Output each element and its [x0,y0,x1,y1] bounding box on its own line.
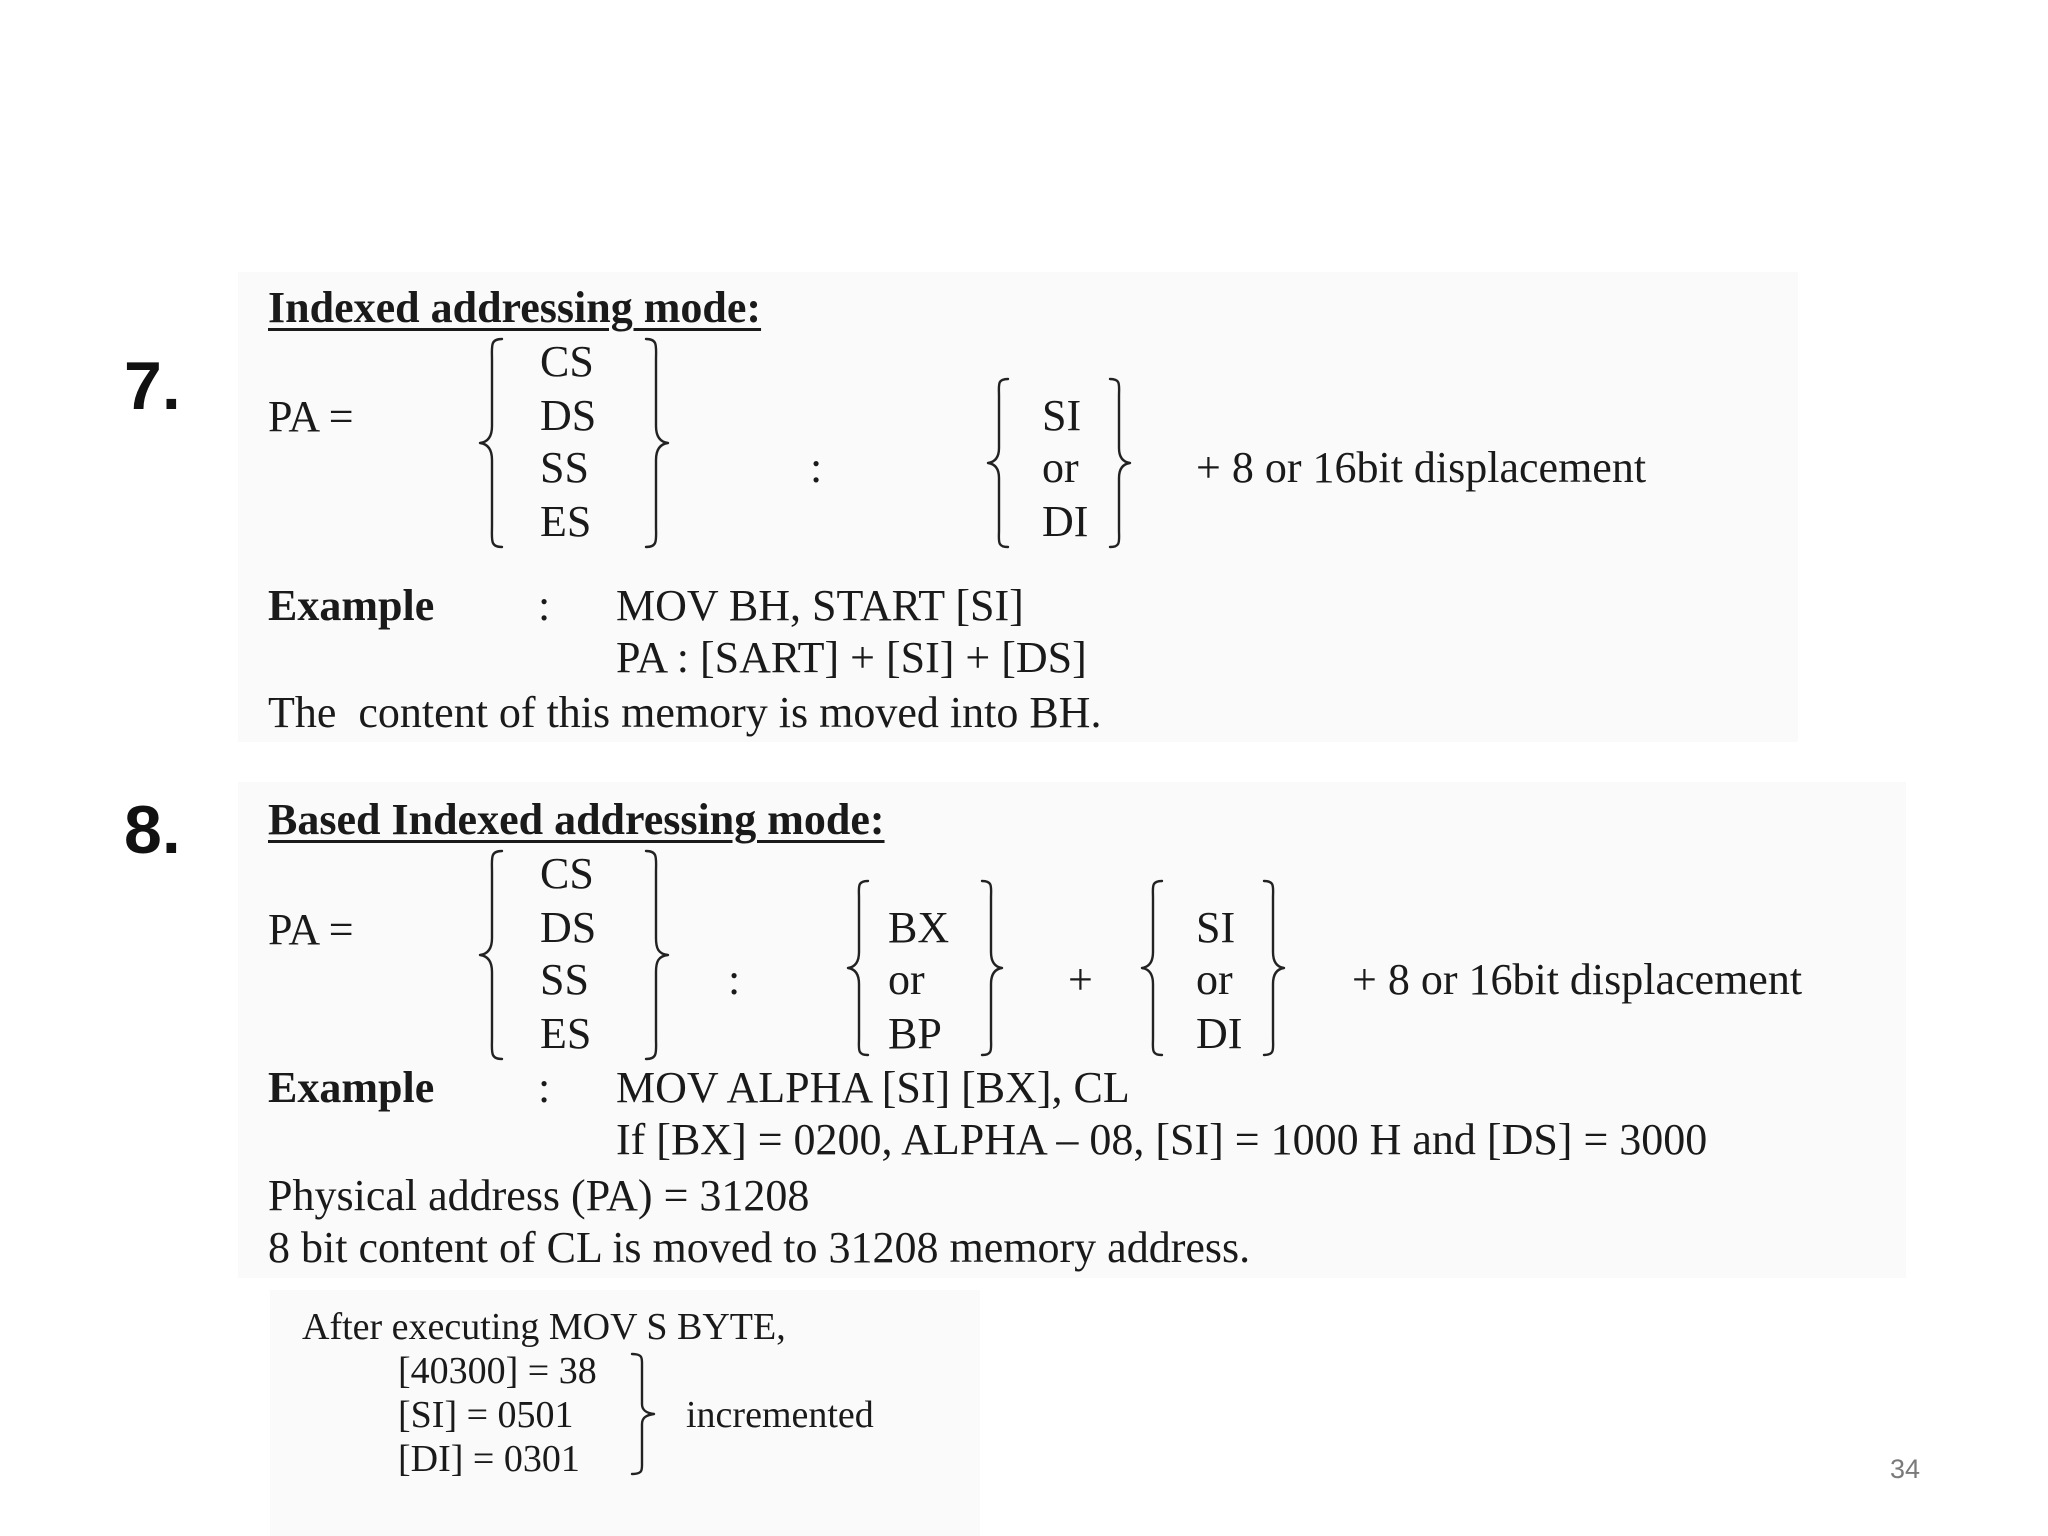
section8-base-or: or [888,955,925,1004]
section8-index-or: or [1196,955,1233,1004]
section8-segment-ss: SS [540,955,589,1004]
section8-base-left-brace [846,880,874,1056]
section8-base-right-brace [980,880,1008,1056]
section7-index-si: SI [1042,391,1082,440]
section8-result-line-2: 8 bit content of CL is moved to 31208 memory address. [268,1223,1251,1272]
section8-base-bx: BX [888,903,950,952]
section8-example-label: Example [268,1063,435,1112]
after-incremented-label: incremented [686,1394,874,1436]
section8-colon: : [728,955,741,1004]
section8-segment-es: ES [540,1009,592,1058]
section8-base-bp: BP [888,1009,942,1058]
section8-segment-left-brace [478,850,508,1060]
section8-result-line-1: Physical address (PA) = 31208 [268,1171,810,1220]
page-number: 34 [1890,1454,1921,1484]
section8-segment-ds: DS [540,903,597,952]
section7-pa-label: PA = [268,392,354,441]
after-line-3: [DI] = 0301 [398,1438,580,1480]
section7-segment-right-brace [644,338,674,548]
section7-index-di: DI [1042,497,1089,546]
section8-index-right-brace [1262,880,1290,1056]
section-number-8: 8. [124,792,181,868]
section7-index-right-brace [1108,378,1136,548]
section8-example-line-2: If [BX] = 0200, ALPHA – 08, [SI] = 1000 H and [DS] = 3000 [616,1115,1708,1164]
section7-index-left-brace [986,378,1014,548]
section7-index-or: or [1042,443,1079,492]
section7-example-colon: : [538,581,551,630]
section8-example-line-1: MOV ALPHA [SI] [BX], CL [616,1063,1130,1112]
section8-pa-label: PA = [268,905,354,954]
section8-example-colon: : [538,1063,551,1112]
section7-segment-left-brace [478,338,508,548]
section7-example-label: Example [268,581,435,630]
section8-index-di: DI [1196,1009,1243,1058]
section8-segment-cs: CS [540,849,594,898]
section8-plus: + [1068,955,1093,1004]
after-right-brace [630,1352,670,1478]
section7-title: Indexed addressing mode: [268,283,762,332]
after-line-2: [SI] = 0501 [398,1394,574,1436]
section8-title: Based Indexed addressing mode: [268,795,885,844]
section-number-7: 7. [124,348,181,424]
section7-note: The content of this memory is moved into BH. [268,688,1102,737]
section7-segment-ds: DS [540,391,597,440]
section7-segment-cs: CS [540,337,594,386]
section8-index-si: SI [1196,903,1236,952]
section8-segment-right-brace [644,850,674,1060]
section8-displacement: + 8 or 16bit displacement [1352,955,1803,1004]
section7-example-line-2: PA : [SART] + [SI] + [DS] [616,633,1087,682]
section8-index-left-brace [1140,880,1168,1056]
after-intro: After executing MOV S BYTE, [302,1306,786,1348]
section7-example-line-1: MOV BH, START [SI] [616,581,1024,630]
section7-displacement: + 8 or 16bit displacement [1196,443,1647,492]
section7-segment-es: ES [540,497,592,546]
section7-colon: : [810,443,823,492]
section7-segment-ss: SS [540,443,589,492]
after-line-1: [40300] = 38 [398,1350,597,1392]
